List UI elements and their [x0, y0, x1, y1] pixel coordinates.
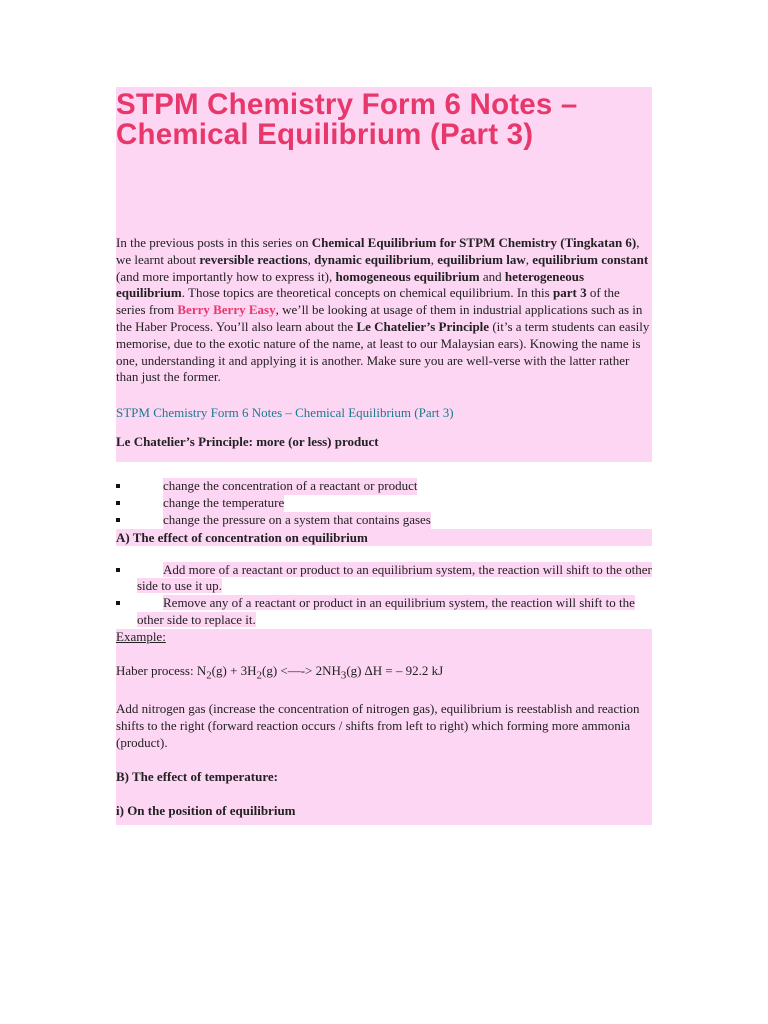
- bullet-icon: [116, 501, 120, 505]
- list-item: Remove any of a reactant or product in an equilibrium system, the reaction will shift to the other side to replace it.: [116, 595, 652, 629]
- list-item: change the pressure on a system that contains gases: [116, 512, 652, 529]
- brand-link[interactable]: Berry Berry Easy: [177, 302, 276, 318]
- bullet-icon: [116, 518, 120, 522]
- concentration-list: [116, 562, 652, 629]
- document-page: [116, 87, 652, 825]
- section-b-i-heading: i) On the position of equilibrium: [116, 803, 296, 819]
- bullet-icon: [116, 484, 120, 488]
- article-link[interactable]: STPM Chemistry Form 6 Notes – Chemical Equilibrium (Part 3): [116, 396, 652, 433]
- example-label: Example:: [116, 628, 166, 644]
- section-b-heading: B) The effect of temperature:: [116, 769, 278, 785]
- le-chatelier-heading: Le Chatelier’s Principle: more (or less) product: [116, 433, 652, 462]
- section-a-heading: A) The effect of concentration on equilibrium: [116, 529, 652, 546]
- bullet-icon: [116, 601, 120, 605]
- example-text: Add nitrogen gas (increase the concentration of nitrogen gas), equilibrium is reestablish and reaction shifts to the right (forward reaction occurs / shifts from left to right) which forming more ammonia (product).: [116, 700, 640, 750]
- bullet-icon: [116, 568, 120, 572]
- intro-paragraph: In the previous posts in this series on Chemical Equilibrium for STPM Chemistry (Tingkatan 6), we learnt about reversible reactions, dynamic equilibrium, equilibrium law, equilibrium constant (and more importantly how to express it), homogeneous equilibrium and heterogeneous equilibrium. Those topics are theoretical concepts on chemical equilibrium. In this part 3 of the series from Berry Berry Easy, we’ll be looking at usage of them in industrial applications such as in the Haber Process. You’ll also learn about the Le Chatelier’s Principle (it’s a term students can easily memorise, due to the exotic nature of the name, at least to our Malaysian ears). Knowing the name is one, understanding it and applying it is another. Make sure you are well-verse with the latter rather than just the former.: [116, 235, 652, 396]
- haber-equation: Haber process: $N_2(g) + 3H_2(g)$ <—-> $2NH_3(g) \Delta H$ = – 92.2 kJ: [116, 662, 444, 682]
- list-item: change the temperature: [116, 495, 652, 512]
- title-block: [116, 87, 652, 235]
- le-chatelier-list: [116, 478, 652, 528]
- list-item: Add more of a reactant or product to an equilibrium system, the reaction will shift to the other side to use it up.: [116, 562, 652, 596]
- page-title: STPM Chemistry Form 6 Notes – Chemical Equilibrium (Part 3): [116, 88, 578, 151]
- list-item: change the concentration of a reactant or product: [116, 478, 652, 495]
- example-section: [116, 629, 652, 826]
